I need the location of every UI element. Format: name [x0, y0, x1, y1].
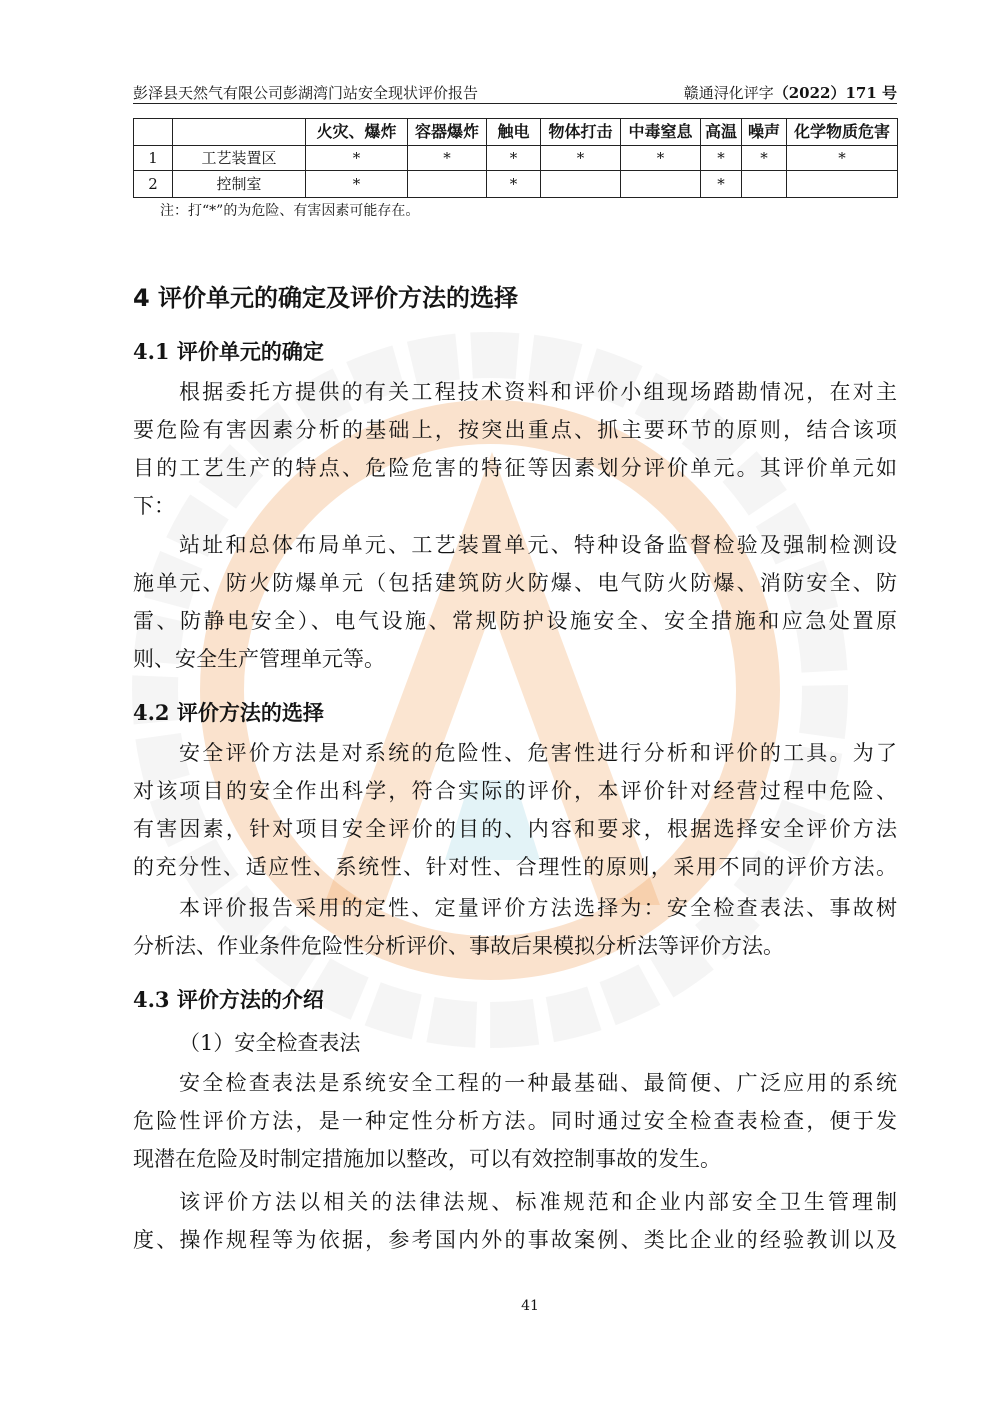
- header-cell-chemical: 化学物质危害: [787, 119, 898, 146]
- text-line: （1）安全检查表法: [179, 1031, 361, 1055]
- paragraph: [133, 1064, 897, 1178]
- header-cell-electric-shock: 触电: [487, 119, 541, 146]
- text-line: 安全检查表法是系统安全工程的一种最基础、最简便、广泛应用的系统: [179, 1071, 897, 1095]
- table-cell: *: [701, 146, 742, 171]
- table-cell: *: [701, 171, 742, 198]
- table-row: [134, 146, 898, 171]
- running-header-title: 彭泽县天然气有限公司彭湖湾门站安全现状评价报告: [133, 84, 479, 102]
- table-cell: 控制室: [173, 171, 306, 198]
- table-cell: *: [306, 171, 408, 198]
- hazard-table: [133, 118, 898, 198]
- text-line: 分析法、作业条件危险性分析评价、事故后果模拟分析法等评价方法。: [133, 934, 784, 958]
- header-cell-high-temp: 高温: [701, 119, 742, 146]
- header-rule: [133, 103, 897, 104]
- text-line: 度、操作规程等为依据，参考国内外的事故案例、类比企业的经验教训以及: [133, 1228, 897, 1252]
- header-cell-index: [134, 119, 173, 146]
- table-cell: [742, 171, 787, 198]
- text-line: 现潜在危险及时制定措施加以整改，可以有效控制事故的发生。: [133, 1147, 721, 1171]
- table-note: 注：打“*”的为危险、有害因素可能存在。: [160, 203, 420, 219]
- report-number-value: （2022）171 号: [773, 84, 897, 102]
- subsection-heading-4-1: 4.1 评价单元的确定: [133, 339, 324, 364]
- paragraph: [133, 889, 897, 965]
- list-item-heading: [133, 1024, 897, 1062]
- table-cell: *: [787, 146, 898, 171]
- header-cell-fire-explosion: 火灾、爆炸: [306, 119, 408, 146]
- table-cell: [621, 171, 701, 198]
- text-line: 要危险有害因素分析的基础上，按突出重点、抓主要环节的原则，结合该项: [133, 418, 897, 442]
- section-heading: 4 评价单元的确定及评价方法的选择: [133, 284, 519, 312]
- text-line: 该评价方法以相关的法律法规、标准规范和企业内部安全卫生管理制: [179, 1190, 897, 1214]
- table-row: [134, 171, 898, 198]
- text-line: 下：: [133, 494, 175, 518]
- table-cell: *: [742, 146, 787, 171]
- table-cell: [787, 171, 898, 198]
- paragraph: [133, 373, 897, 525]
- text-line: 的充分性、适应性、系统性、针对性、合理性的原则，采用不同的评价方法。: [133, 855, 897, 879]
- subsection-heading-4-3: 4.3 评价方法的介绍: [133, 987, 324, 1012]
- text-line: 目的工艺生产的特点、危险危害的特征等因素划分评价单元。其评价单元如: [133, 456, 897, 480]
- text-line: 站址和总体布局单元、工艺装置单元、特种设备监督检验及强制检测设: [179, 533, 897, 557]
- table-cell: 工艺装置区: [173, 146, 306, 171]
- text-line: 施单元、防火防爆单元（包括建筑防火防爆、电气防火防爆、消防安全、防: [133, 571, 897, 595]
- header-cell-noise: 噪声: [742, 119, 787, 146]
- table-cell: *: [408, 146, 487, 171]
- text-line: 雷、防静电安全）、电气设施、常规防护设施安全、安全措施和应急处置原: [133, 609, 897, 633]
- header-cell-poisoning: 中毒窒息: [621, 119, 701, 146]
- table-cell: *: [487, 171, 541, 198]
- paragraph: [133, 734, 897, 886]
- table-cell: *: [487, 146, 541, 171]
- page-number: 41: [521, 1298, 539, 1314]
- table-cell: *: [541, 146, 621, 171]
- text-line: 本评价报告采用的定性、定量评价方法选择为：安全检查表法、事故树: [179, 896, 897, 920]
- table-cell: [541, 171, 621, 198]
- paragraph: [133, 1183, 897, 1259]
- running-header-report-number: [684, 83, 897, 103]
- table-cell: 1: [134, 146, 173, 171]
- header-cell-unit: [173, 119, 306, 146]
- table-cell: *: [621, 146, 701, 171]
- paragraph: [133, 526, 897, 678]
- subsection-heading-4-2: 4.2 评价方法的选择: [133, 700, 324, 725]
- text-line: 对该项目的安全作出科学，符合实际的评价，本评价针对经营过程中危险、: [133, 779, 897, 803]
- header-cell-vessel-explosion: 容器爆炸: [408, 119, 487, 146]
- text-line: 则、安全生产管理单元等。: [133, 647, 385, 671]
- table-cell: *: [306, 146, 408, 171]
- text-line: 有害因素，针对项目安全评价的目的、内容和要求，根据选择安全评价方法: [133, 817, 897, 841]
- report-number-prefix: 赣通浔化评字: [683, 84, 774, 102]
- table-cell: [408, 171, 487, 198]
- text-line: 危险性评价方法，是一种定性分析方法。同时通过安全检查表检查，便于发: [133, 1109, 897, 1133]
- text-line: 根据委托方提供的有关工程技术资料和评价小组现场踏勘情况，在对主: [179, 380, 897, 404]
- table-header-row: [134, 119, 898, 146]
- text-line: 安全评价方法是对系统的危险性、危害性进行分析和评价的工具。为了: [179, 741, 897, 765]
- table-cell: 2: [134, 171, 173, 198]
- header-cell-object-strike: 物体打击: [541, 119, 621, 146]
